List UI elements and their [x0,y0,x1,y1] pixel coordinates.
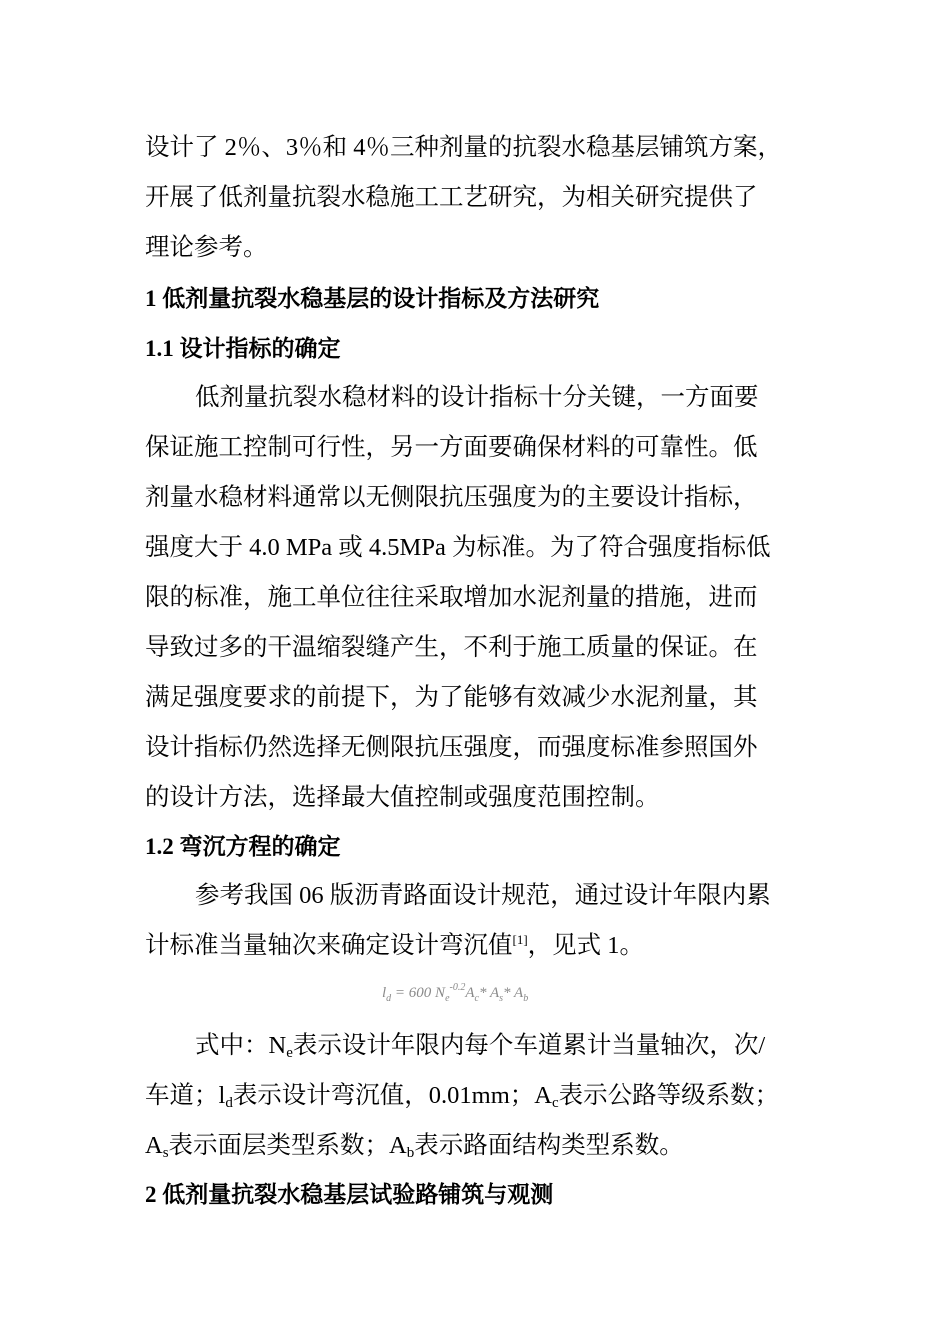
para-line [145,934,644,959]
section-2-heading: 2 低剂量抗裂水稳基层试验路铺筑与观测 [145,1182,554,1207]
section-1-2-heading: 1.2 弯沉方程的确定 [145,834,341,859]
intro-line-2: 开展了低剂量抗裂水稳施工工艺研究，为相关研究提供了 [145,184,758,211]
para-text: 计标准当量轴次来确定设计弯沉值 [145,932,513,959]
para-line: 低剂量抗裂水稳材料的设计指标十分关键，一方面要 [195,384,759,411]
section-1-1-heading: 1.1 设计指标的确定 [145,336,341,361]
para-line: 的设计方法，选择最大值控制或强度范围控制。 [145,784,660,811]
para-line: 保证施工控制可行性，另一方面要确保材料的可靠性。低 [145,434,758,461]
intro-line-3: 理论参考。 [145,234,268,261]
where-line-1: 式中：$N_e$表示设计年限内每个车道累计当量轴次，次/ [195,1032,766,1061]
para-line: 导致过多的干温缩裂缝产生，不利于施工质量的保证。在 [145,634,758,661]
para-line: 设计指标仍然选择无侧限抗压强度，而强度标准参照国外 [145,734,758,761]
citation-ref: [1] [512,932,528,947]
para-text: ，见式 1。 [527,932,645,959]
para-line: 满足强度要求的前提下，为了能够有效减少水泥剂量，其 [145,684,758,711]
intro-line-1: 设计了 2％、3％和 4％三种剂量的抗裂水稳基层铺筑方案， [145,134,782,161]
para-line: 剂量水稳材料通常以无侧限抗压强度为的主要设计指标， [145,484,758,511]
where-line-3: $A_s$表示面层类型系数；$A_b$表示路面结构类型系数。 [145,1132,684,1161]
where-line-2: 车道；$l_d$表示设计弯沉值，0.01mm；$A_c$表示公路等级系数； [145,1082,780,1111]
section-1-heading: 1 低剂量抗裂水稳基层的设计指标及方法研究 [145,286,600,311]
para-line: 限的标准，施工单位往往采取增加水泥剂量的措施，进而 [145,584,758,611]
para-line: 参考我国 06 版沥青路面设计规范，通过设计年限内累 [195,882,771,909]
deflection-formula: $l_d = 600$ $N_e^{-0.2}A_c*$ $A_s*$ $A_b$ [382,982,529,1004]
para-line: 强度大于 4.0 MPa 或 4.5MPa 为标准。为了符合强度指标低 [145,534,771,561]
